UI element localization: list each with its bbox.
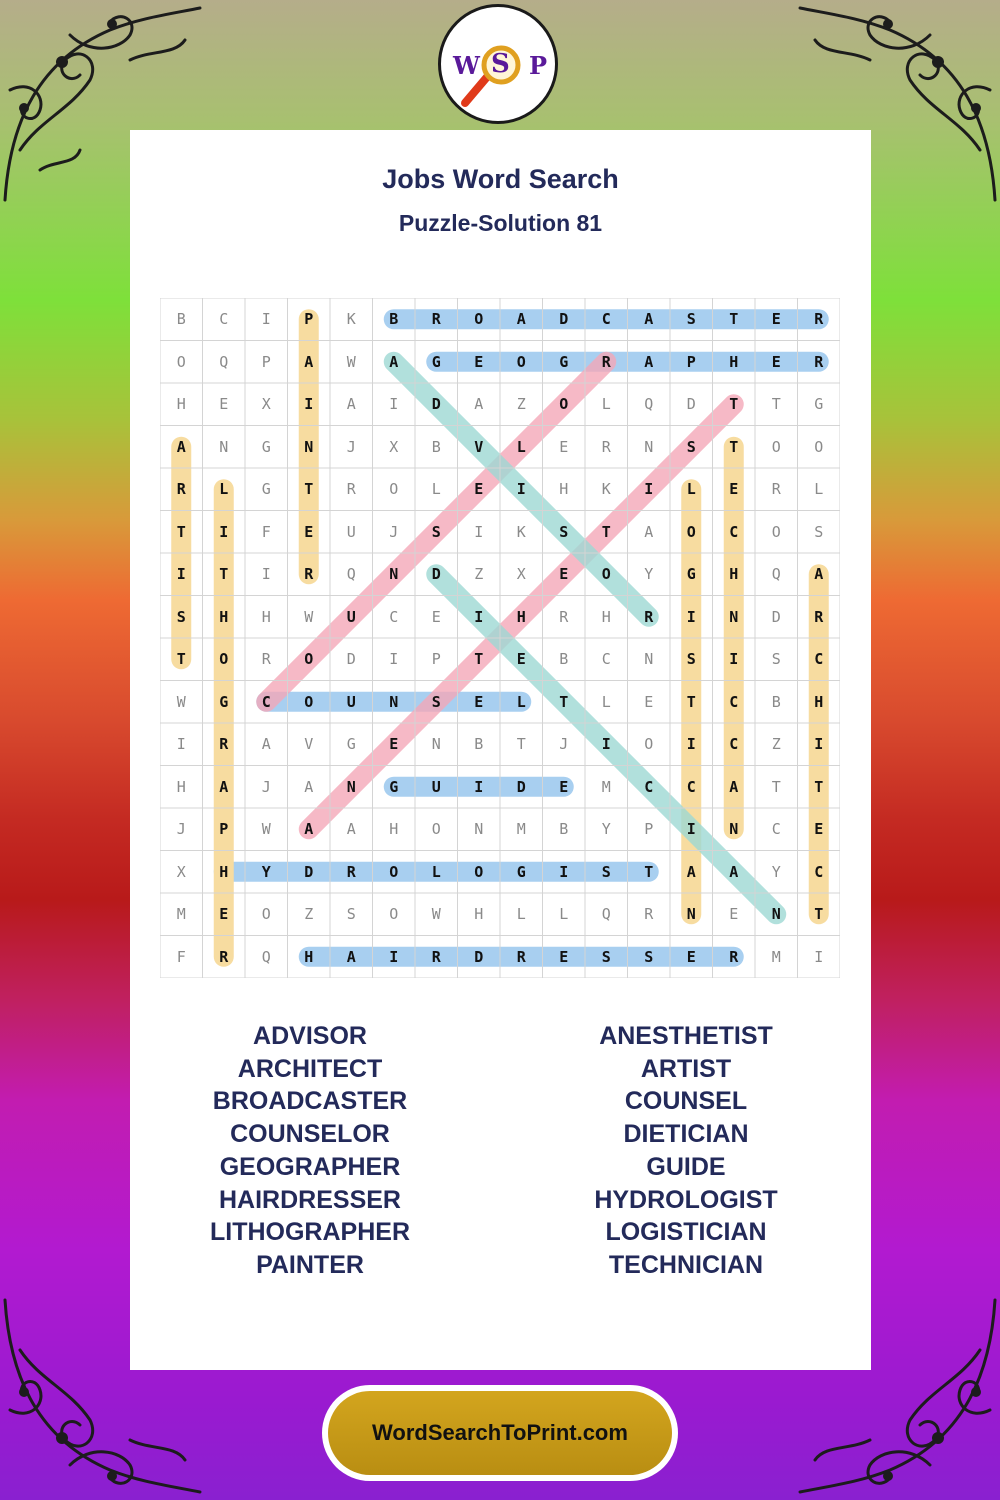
- logo-letter-p: P: [529, 51, 548, 80]
- grid-cell[interactable]: E: [644, 692, 654, 711]
- grid-cell[interactable]: R: [516, 947, 526, 966]
- grid-cell[interactable]: J: [346, 437, 356, 456]
- grid-cell[interactable]: P: [304, 310, 314, 329]
- grid-cell[interactable]: T: [219, 565, 229, 584]
- word-list-item: ARCHITECT: [237, 1054, 383, 1083]
- grid-cell[interactable]: A: [729, 862, 739, 881]
- grid-cell[interactable]: B: [771, 692, 781, 711]
- grid-cell[interactable]: D: [559, 310, 569, 329]
- grid-cell[interactable]: N: [346, 777, 356, 796]
- grid-cell[interactable]: X: [389, 437, 399, 456]
- grid-cell[interactable]: F: [261, 522, 271, 541]
- grid-cell[interactable]: O: [261, 905, 271, 924]
- grid-cell[interactable]: J: [261, 777, 271, 796]
- grid-cell[interactable]: W: [176, 692, 186, 711]
- grid-cell[interactable]: M: [516, 820, 526, 839]
- grid-cell[interactable]: V: [304, 735, 314, 754]
- grid-cell[interactable]: E: [771, 310, 781, 329]
- grid-cell[interactable]: R: [601, 352, 611, 371]
- word-list-item: TECHNICIAN: [608, 1250, 764, 1279]
- grid-cell[interactable]: R: [729, 947, 739, 966]
- footer-site-link[interactable]: WordSearchToPrint.com: [328, 1391, 672, 1475]
- grid-cell[interactable]: K: [601, 480, 611, 499]
- grid-cell[interactable]: Q: [644, 395, 654, 414]
- grid-cell[interactable]: W: [304, 607, 314, 626]
- grid-cell[interactable]: C: [814, 862, 824, 881]
- grid-cell[interactable]: A: [346, 395, 356, 414]
- grid-cell[interactable]: R: [304, 565, 314, 584]
- grid-cell[interactable]: P: [261, 352, 271, 371]
- grid-cell[interactable]: H: [176, 777, 186, 796]
- grid-cell[interactable]: B: [389, 310, 399, 329]
- grid-cell[interactable]: A: [261, 735, 271, 754]
- grid-cell[interactable]: H: [729, 352, 739, 371]
- grid-cell[interactable]: P: [644, 820, 654, 839]
- grid-cell[interactable]: I: [686, 735, 696, 754]
- grid-cell[interactable]: O: [771, 437, 781, 456]
- grid-cell[interactable]: R: [814, 310, 824, 329]
- grid-cell[interactable]: S: [686, 310, 696, 329]
- word-list-item: ARTIST: [640, 1054, 732, 1083]
- grid-cell[interactable]: S: [431, 692, 441, 711]
- grid-cell[interactable]: S: [814, 522, 824, 541]
- grid-cell[interactable]: G: [346, 735, 356, 754]
- grid-cell[interactable]: O: [304, 692, 314, 711]
- word-list-item: HAIRDRESSER: [219, 1185, 401, 1214]
- grid-cell[interactable]: E: [729, 480, 739, 499]
- grid-cell[interactable]: B: [176, 310, 186, 329]
- grid-cell[interactable]: R: [346, 862, 356, 881]
- grid-cell[interactable]: C: [261, 692, 271, 711]
- grid-cell[interactable]: I: [261, 565, 271, 584]
- grid-cell[interactable]: H: [304, 947, 314, 966]
- grid-cell[interactable]: A: [389, 352, 399, 371]
- grid-cell[interactable]: A: [304, 777, 314, 796]
- grid-cell[interactable]: R: [261, 650, 271, 669]
- grid-cell[interactable]: E: [729, 905, 739, 924]
- grid-cell[interactable]: G: [516, 862, 526, 881]
- grid-cell[interactable]: R: [814, 607, 824, 626]
- grid-cell[interactable]: H: [389, 820, 399, 839]
- word-list-item: PAINTER: [256, 1250, 364, 1279]
- word-list-item: LITHOGRAPHER: [210, 1218, 410, 1247]
- word-search-grid: [160, 298, 840, 978]
- grid-cell[interactable]: D: [516, 777, 526, 796]
- grid-cell[interactable]: D: [431, 565, 441, 584]
- grid-cell[interactable]: N: [644, 650, 654, 669]
- grid-cell[interactable]: I: [389, 947, 399, 966]
- grid-cell[interactable]: L: [601, 692, 611, 711]
- grid-cell[interactable]: O: [219, 650, 229, 669]
- grid-cell[interactable]: T: [686, 692, 696, 711]
- grid-cell[interactable]: Z: [304, 905, 314, 924]
- grid-cell[interactable]: U: [346, 692, 356, 711]
- grid-cell[interactable]: A: [814, 565, 824, 584]
- word-list-item: GEOGRAPHER: [219, 1152, 401, 1181]
- grid-cell[interactable]: E: [219, 395, 229, 414]
- grid-cell[interactable]: A: [729, 777, 739, 796]
- word-list-item: COUNSEL: [624, 1087, 748, 1116]
- puzzle-card: [130, 130, 871, 1370]
- grid-cell[interactable]: R: [346, 480, 356, 499]
- grid-cell[interactable]: T: [559, 692, 569, 711]
- grid-cell[interactable]: B: [474, 735, 484, 754]
- grid-cell[interactable]: Z: [516, 395, 526, 414]
- word-list-item: BROADCASTER: [212, 1087, 408, 1116]
- grid-cell[interactable]: T: [814, 777, 824, 796]
- grid-cell[interactable]: E: [814, 820, 824, 839]
- grid-cell[interactable]: T: [601, 522, 611, 541]
- grid-cell[interactable]: O: [559, 395, 569, 414]
- grid-cell[interactable]: N: [729, 607, 739, 626]
- grid-cell[interactable]: L: [814, 480, 824, 499]
- grid-cell[interactable]: Y: [601, 820, 611, 839]
- grid-cell[interactable]: F: [176, 947, 186, 966]
- grid-cell[interactable]: Y: [644, 565, 654, 584]
- grid-cell[interactable]: L: [516, 692, 526, 711]
- grid-cell[interactable]: K: [516, 522, 526, 541]
- grid-cell[interactable]: S: [176, 607, 186, 626]
- grid-cell[interactable]: O: [474, 862, 484, 881]
- grid-cell[interactable]: W: [431, 905, 441, 924]
- grid-cell[interactable]: I: [516, 480, 526, 499]
- grid-cell[interactable]: L: [431, 480, 441, 499]
- grid-cell[interactable]: L: [686, 480, 696, 499]
- grid-cell[interactable]: T: [474, 650, 484, 669]
- grid-cell[interactable]: A: [516, 310, 526, 329]
- grid-cell[interactable]: P: [686, 352, 696, 371]
- grid-cell[interactable]: O: [516, 352, 526, 371]
- grid-cell[interactable]: Q: [771, 565, 781, 584]
- grid-cell[interactable]: N: [474, 820, 484, 839]
- grid-cell[interactable]: H: [814, 692, 824, 711]
- grid-cell[interactable]: O: [686, 522, 696, 541]
- grid-cell[interactable]: A: [346, 820, 356, 839]
- grid-cell[interactable]: L: [431, 862, 441, 881]
- grid-cell[interactable]: S: [431, 522, 441, 541]
- grid-cell[interactable]: E: [771, 352, 781, 371]
- grid-cell[interactable]: T: [729, 437, 739, 456]
- grid-cell[interactable]: B: [559, 820, 569, 839]
- word-list-left-column: [130, 1020, 490, 1282]
- grid-cell[interactable]: H: [516, 607, 526, 626]
- grid-cell[interactable]: H: [219, 862, 229, 881]
- grid-cell[interactable]: D: [304, 862, 314, 881]
- grid-cell[interactable]: M: [771, 947, 781, 966]
- grid-cell[interactable]: B: [559, 650, 569, 669]
- grid-cell[interactable]: E: [516, 650, 526, 669]
- grid-cell[interactable]: T: [516, 735, 526, 754]
- grid-cell[interactable]: N: [729, 820, 739, 839]
- grid-cell[interactable]: T: [644, 862, 654, 881]
- grid-cell[interactable]: U: [346, 607, 356, 626]
- word-list-item: ANESTHETIST: [599, 1022, 773, 1050]
- word-list-right-column: [506, 1020, 866, 1282]
- grid-cell[interactable]: C: [601, 310, 611, 329]
- grid-cell[interactable]: Q: [261, 947, 271, 966]
- grid-cell[interactable]: O: [474, 310, 484, 329]
- grid-cell[interactable]: R: [559, 607, 569, 626]
- grid-cell[interactable]: P: [431, 650, 441, 669]
- grid-cell[interactable]: M: [176, 905, 186, 924]
- grid-cell[interactable]: O: [814, 437, 824, 456]
- grid-cell[interactable]: A: [474, 395, 484, 414]
- grid-cell[interactable]: Q: [346, 565, 356, 584]
- grid-cell[interactable]: A: [176, 437, 186, 456]
- grid-cell[interactable]: G: [261, 437, 271, 456]
- footer-site-button[interactable]: [322, 1385, 678, 1481]
- grid-cell[interactable]: E: [559, 565, 569, 584]
- grid-cell[interactable]: T: [176, 650, 186, 669]
- grid-cell[interactable]: I: [261, 310, 271, 329]
- grid-cell[interactable]: N: [686, 905, 696, 924]
- logo-letter-s: S: [491, 49, 510, 79]
- grid-cell[interactable]: S: [644, 947, 654, 966]
- grid-cell[interactable]: R: [644, 905, 654, 924]
- grid-cell[interactable]: I: [176, 565, 186, 584]
- grid-cell[interactable]: I: [601, 735, 611, 754]
- grid-cell[interactable]: J: [559, 735, 569, 754]
- grid-cell[interactable]: C: [601, 650, 611, 669]
- grid-cell[interactable]: I: [474, 777, 484, 796]
- grid-cell[interactable]: N: [389, 565, 399, 584]
- grid-cell[interactable]: S: [601, 862, 611, 881]
- grid-cell[interactable]: D: [346, 650, 356, 669]
- grid-cell[interactable]: Q: [219, 352, 229, 371]
- grid-cell[interactable]: O: [304, 650, 314, 669]
- grid-cell[interactable]: G: [219, 692, 229, 711]
- grid-cell[interactable]: L: [516, 905, 526, 924]
- grid-cell[interactable]: R: [176, 480, 186, 499]
- grid-cell[interactable]: N: [771, 905, 781, 924]
- grid-cell[interactable]: I: [474, 607, 484, 626]
- grid-cell[interactable]: E: [474, 480, 484, 499]
- grid-cell[interactable]: E: [559, 947, 569, 966]
- grid-cell[interactable]: N: [431, 735, 441, 754]
- grid-cell[interactable]: R: [431, 310, 441, 329]
- grid-cell[interactable]: X: [261, 395, 271, 414]
- grid-cell[interactable]: C: [686, 777, 696, 796]
- word-list-item: ADVISOR: [253, 1022, 367, 1050]
- grid-cell[interactable]: N: [389, 692, 399, 711]
- grid-cell[interactable]: U: [346, 522, 356, 541]
- grid-cell[interactable]: R: [771, 480, 781, 499]
- grid-cell[interactable]: N: [304, 437, 314, 456]
- site-logo[interactable]: [438, 4, 558, 124]
- grid-cell[interactable]: I: [389, 395, 399, 414]
- grid-cell[interactable]: O: [389, 905, 399, 924]
- grid-cell[interactable]: S: [559, 522, 569, 541]
- grid-cell[interactable]: S: [601, 947, 611, 966]
- logo-letter-w: W: [453, 51, 480, 80]
- grid-cell[interactable]: C: [729, 735, 739, 754]
- grid-cell[interactable]: M: [601, 777, 611, 796]
- grid-cell[interactable]: G: [431, 352, 441, 371]
- word-list-item: HYDROLOGIST: [594, 1185, 778, 1214]
- grid-cell[interactable]: S: [771, 650, 781, 669]
- grid-cell[interactable]: G: [686, 565, 696, 584]
- grid-cell[interactable]: T: [729, 395, 739, 414]
- grid-cell[interactable]: C: [219, 310, 229, 329]
- grid-cell[interactable]: I: [686, 820, 696, 839]
- grid-cell[interactable]: O: [176, 352, 186, 371]
- grid-cell[interactable]: G: [389, 777, 399, 796]
- grid-cell[interactable]: J: [389, 522, 399, 541]
- grid-cell[interactable]: L: [516, 437, 526, 456]
- grid-cell[interactable]: R: [644, 607, 654, 626]
- grid-cell[interactable]: O: [389, 862, 399, 881]
- grid-cell[interactable]: B: [431, 437, 441, 456]
- grid-cell[interactable]: N: [644, 437, 654, 456]
- grid-cell[interactable]: V: [474, 437, 484, 456]
- grid-cell[interactable]: D: [474, 947, 484, 966]
- grid-cell[interactable]: C: [771, 820, 781, 839]
- grid-cell[interactable]: P: [219, 820, 229, 839]
- grid-cell[interactable]: Q: [601, 905, 611, 924]
- grid-cell[interactable]: H: [261, 607, 271, 626]
- grid-cell[interactable]: O: [644, 735, 654, 754]
- grid-cell[interactable]: C: [729, 692, 739, 711]
- grid-cell[interactable]: A: [644, 522, 654, 541]
- grid-cell[interactable]: A: [219, 777, 229, 796]
- grid-cell[interactable]: A: [304, 352, 314, 371]
- grid-cell[interactable]: I: [686, 607, 696, 626]
- word-list-item: DIETICIAN: [623, 1120, 749, 1149]
- grid-cell[interactable]: X: [516, 565, 526, 584]
- grid-cell[interactable]: G: [261, 480, 271, 499]
- grid-cell[interactable]: R: [219, 735, 229, 754]
- grid-cell[interactable]: L: [601, 395, 611, 414]
- grid-cell[interactable]: H: [176, 395, 186, 414]
- word-list-item: COUNSELOR: [230, 1120, 390, 1149]
- grid-cell[interactable]: E: [474, 692, 484, 711]
- grid-cell[interactable]: L: [219, 480, 229, 499]
- grid-cell[interactable]: T: [729, 310, 739, 329]
- grid-cell[interactable]: S: [686, 437, 696, 456]
- grid-cell[interactable]: W: [261, 820, 271, 839]
- grid-cell[interactable]: I: [814, 735, 824, 754]
- grid-cell[interactable]: O: [389, 480, 399, 499]
- grid-cell[interactable]: T: [771, 395, 781, 414]
- grid-cell[interactable]: D: [431, 395, 441, 414]
- puzzle-subtitle: Puzzle-Solution 81: [398, 210, 603, 236]
- grid-cell[interactable]: H: [559, 480, 569, 499]
- word-list-item: LOGISTICIAN: [605, 1218, 767, 1247]
- grid-cell[interactable]: I: [644, 480, 654, 499]
- grid-cell[interactable]: E: [219, 905, 229, 924]
- grid-cell[interactable]: E: [559, 777, 569, 796]
- grid-cell[interactable]: H: [729, 565, 739, 584]
- grid-cell[interactable]: T: [176, 522, 186, 541]
- grid-cell[interactable]: A: [346, 947, 356, 966]
- grid-cell[interactable]: E: [686, 947, 696, 966]
- grid-cell[interactable]: E: [389, 735, 399, 754]
- grid-cell[interactable]: E: [474, 352, 484, 371]
- grid-cell[interactable]: I: [304, 395, 314, 414]
- grid-cell[interactable]: R: [814, 352, 824, 371]
- grid-cell[interactable]: O: [601, 565, 611, 584]
- grid-cell[interactable]: H: [474, 905, 484, 924]
- grid-cell[interactable]: T: [814, 905, 824, 924]
- grid-cell[interactable]: R: [601, 437, 611, 456]
- grid-cell[interactable]: Z: [474, 565, 484, 584]
- grid-cell[interactable]: I: [814, 947, 824, 966]
- grid-cell[interactable]: D: [686, 395, 696, 414]
- grid-cell[interactable]: D: [771, 607, 781, 626]
- grid-cell[interactable]: S: [686, 650, 696, 669]
- grid-cell[interactable]: H: [601, 607, 611, 626]
- grid-cell[interactable]: N: [219, 437, 229, 456]
- grid-cell[interactable]: E: [431, 607, 441, 626]
- grid-cell[interactable]: W: [346, 352, 356, 371]
- grid-cell[interactable]: X: [176, 862, 186, 881]
- grid-cell[interactable]: G: [559, 352, 569, 371]
- grid-cell[interactable]: A: [644, 352, 654, 371]
- grid-cell[interactable]: C: [729, 522, 739, 541]
- grid-cell[interactable]: A: [686, 862, 696, 881]
- grid-cell[interactable]: Z: [771, 735, 781, 754]
- grid-cell[interactable]: T: [304, 480, 314, 499]
- grid-cell[interactable]: O: [771, 522, 781, 541]
- grid-cell[interactable]: L: [559, 905, 569, 924]
- grid-cell[interactable]: R: [219, 947, 229, 966]
- grid-cell[interactable]: A: [304, 820, 314, 839]
- grid-cell[interactable]: I: [389, 650, 399, 669]
- grid-cell[interactable]: E: [304, 522, 314, 541]
- grid-cell[interactable]: R: [431, 947, 441, 966]
- grid-cell[interactable]: T: [771, 777, 781, 796]
- grid-cell[interactable]: J: [176, 820, 186, 839]
- grid-cell[interactable]: C: [644, 777, 654, 796]
- grid-cell[interactable]: K: [346, 310, 356, 329]
- grid-cell[interactable]: I: [219, 522, 229, 541]
- grid-cell[interactable]: H: [219, 607, 229, 626]
- puzzle-title: Jobs Word Search: [382, 164, 619, 194]
- grid-cell[interactable]: I: [729, 650, 739, 669]
- grid-cell[interactable]: C: [814, 650, 824, 669]
- grid-cell[interactable]: I: [474, 522, 484, 541]
- grid-cell[interactable]: A: [644, 310, 654, 329]
- grid-cell[interactable]: Y: [261, 862, 271, 881]
- grid-cell[interactable]: U: [431, 777, 441, 796]
- grid-cell[interactable]: G: [814, 395, 824, 414]
- grid-cell[interactable]: O: [431, 820, 441, 839]
- grid-cell[interactable]: Y: [771, 862, 781, 881]
- grid-cell[interactable]: E: [559, 437, 569, 456]
- word-list-item: GUIDE: [646, 1152, 726, 1181]
- grid-cell[interactable]: I: [176, 735, 186, 754]
- grid-cell[interactable]: I: [559, 862, 569, 881]
- grid-cell[interactable]: C: [389, 607, 399, 626]
- grid-cell[interactable]: S: [346, 905, 356, 924]
